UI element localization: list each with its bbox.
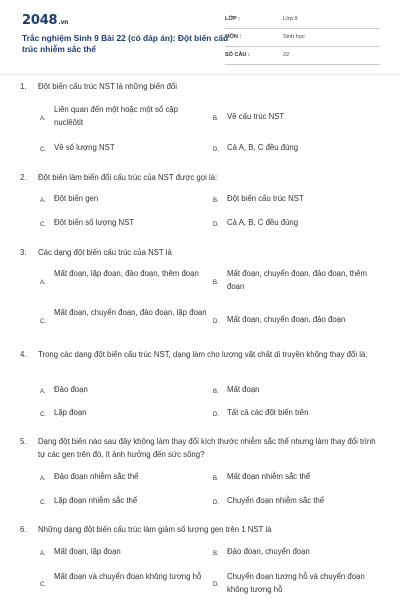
option-text: Về cấu trúc NST [227, 112, 285, 121]
option-letter: B. [213, 476, 219, 482]
option-text: Mất đoạn, chuyển đoạn, đảo đoạn, lặp đoạn [54, 308, 207, 317]
option-letter: B. [213, 551, 219, 557]
option-letter: A. [40, 551, 46, 557]
quiz-header [0, 0, 400, 70]
option-text: Đảo đoạn, chuyển đoạn [227, 547, 310, 556]
option-letter: D. [213, 319, 219, 325]
option-letter: A. [40, 389, 46, 395]
option-text: Đột biến cấu trúc NST [227, 194, 304, 203]
option-letter: D. [213, 147, 219, 153]
option-letter: D. [213, 500, 219, 506]
question-number: 1. [20, 82, 27, 91]
option-text: Lặp đoạn [54, 408, 87, 417]
question-text: Những dạng đột biến cấu trúc làm giảm số lượng gen trên 1 NST là [38, 525, 272, 534]
option-letter: C. [40, 500, 46, 506]
option-letter: A. [40, 280, 46, 286]
option-letter: C. [40, 147, 46, 153]
option-text: Đột biến số lượng NST [54, 218, 135, 227]
option-letter: B. [213, 280, 219, 286]
question-number: 6. [20, 525, 27, 534]
option-text: Mất đoạn và chuyển đoạn không tương hỗ [54, 572, 202, 581]
option-text: Chuyển đoạn tương hỗ và chuyển đoạn không tương hỗ [227, 572, 365, 594]
option-text: Chuyển đoạn nhiễm sắc thể [227, 496, 325, 505]
meta-label-count: SỐ CÂU : [225, 52, 250, 58]
option-letter: C. [40, 412, 46, 418]
option-text: Mất đoạn, chuyển đoạn, đảo đoạn [227, 315, 346, 324]
question-number: 4. [20, 350, 27, 359]
meta-row-count [225, 47, 380, 65]
meta-value-subject: Sinh học [283, 34, 305, 40]
question-text: Đột biến làm biến đổi cấu trúc của NST được gọi là: [38, 173, 218, 182]
option-text: Đảo đoạn [54, 385, 88, 394]
option-letter: B. [213, 198, 219, 204]
option-text: Cả A, B, C đều đúng [227, 143, 299, 152]
option-letter: D. [213, 222, 219, 228]
meta-value-class: Lớp 9 [283, 16, 298, 22]
option-text: Lặp đoạn nhiễm sắc thể [54, 496, 138, 505]
option-letter: A. [40, 476, 46, 482]
option-letter: A. [40, 116, 46, 122]
option-text: Mất đoạn, lặp đoạn [54, 547, 121, 556]
question-number: 3. [20, 248, 27, 257]
meta-label-class: LỚP : [225, 16, 240, 22]
meta-row-class [225, 11, 380, 29]
question-text: Các dạng đột biến cấu trúc của NST là [38, 248, 172, 257]
option-text: Mất đoạn, lặp đoạn, đảo đoạn, thêm đoạn [54, 269, 199, 278]
option-letter: A. [40, 198, 46, 204]
question-text: Trong các dạng đột biến cấu trúc NST, dạng làm cho lượng vật chất di truyền không thay đổi là: [38, 350, 368, 359]
option-text: Tất cả các đột biến trên [227, 408, 309, 417]
option-text: Đột biến gen [54, 194, 99, 203]
option-letter: C. [40, 582, 46, 588]
question-text: Dạng đột biến nào sau đây không làm thay đổi kích thước nhiễm sắc thể nhưng làm thay đổi trình tự các gen trên đó, ít ảnh hưởng đến sức sống? [38, 437, 376, 459]
quiz-title: Trắc nghiệm Sinh 9 Bài 22 (có đáp án): Đột biến cấu trúc nhiễm sắc thể [22, 33, 229, 54]
option-letter: C. [40, 319, 46, 325]
question-number: 5. [20, 437, 27, 446]
question-text: Đột biến cấu trúc NST là những biến đổi [38, 82, 178, 91]
option-letter: D. [213, 412, 219, 418]
option-text: Về số lượng NST [54, 143, 115, 152]
meta-row-subject [225, 29, 380, 47]
option-letter: B. [213, 116, 219, 122]
option-letter: D. [213, 582, 219, 588]
option-text: Mất đoạn nhiễm sắc thể [227, 472, 311, 481]
site-logo[interactable] [22, 13, 68, 28]
logo-suffix: .vn [58, 19, 69, 26]
option-text: Mất đoạn [227, 385, 260, 394]
logo-text: 2048 [22, 13, 58, 28]
option-text: Liên quan đến một hoặc một số cặp nuclêôtit [54, 105, 178, 127]
quiz-meta [225, 11, 380, 65]
meta-value-count: 22 [283, 52, 290, 58]
option-text: Mất đoạn, chuyển đoạn, đảo đoạn, thêm đoạn [227, 269, 368, 291]
option-letter: C. [40, 222, 46, 228]
question-number: 2. [20, 173, 27, 182]
option-letter: B. [213, 389, 219, 395]
header-divider [0, 74, 400, 75]
option-text: Đảo đoạn nhiễm sắc thể [54, 472, 139, 481]
meta-label-subject: MÔN : [225, 34, 242, 40]
option-text: Cả A, B, C đều đúng [227, 218, 299, 227]
